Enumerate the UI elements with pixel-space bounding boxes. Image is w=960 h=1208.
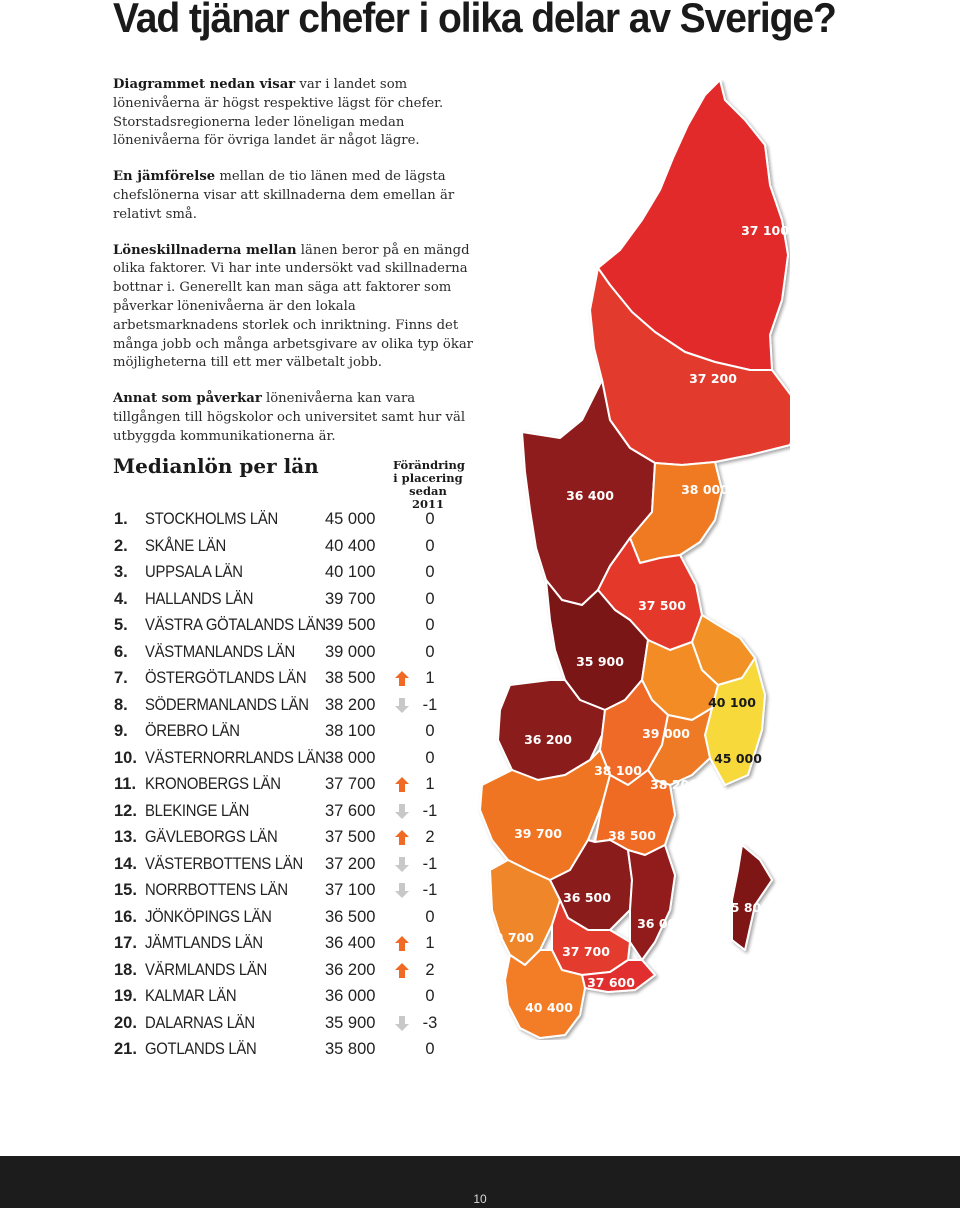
median-salary: 37 500 xyxy=(325,828,376,846)
county-name: ÖREBRO LÄN xyxy=(145,722,240,740)
arrow-up-icon xyxy=(395,830,409,845)
rank-number: 17. xyxy=(114,934,137,952)
placement-change: 0 xyxy=(425,589,435,608)
placement-change: 1 xyxy=(425,775,435,793)
arrow-up-icon xyxy=(395,671,409,686)
table-title: Medianlön per län xyxy=(113,454,319,478)
county-name: VÄRMLANDS LÄN xyxy=(145,960,267,979)
change-column-header xyxy=(393,459,463,511)
page-number: 10 xyxy=(473,1192,487,1206)
placement-change: -1 xyxy=(422,881,438,899)
rank-number: 9. xyxy=(114,722,128,740)
map-label-kalmar: 36 000 xyxy=(637,916,685,931)
county-name: VÄSTERNORRLANDS LÄN xyxy=(145,748,326,767)
map-label-vasterbotten: 37 200 xyxy=(689,371,737,386)
table-row xyxy=(114,1010,454,1037)
county-name: JÄMTLANDS LÄN xyxy=(145,934,263,952)
map-label-orebro: 38 100 xyxy=(594,763,642,778)
map-label-varmland: 36 200 xyxy=(524,732,572,747)
median-salary: 37 100 xyxy=(325,881,376,899)
placement-change: 0 xyxy=(425,987,435,1005)
table-row xyxy=(114,1036,454,1063)
table-row xyxy=(114,559,454,586)
county-name: HALLANDS LÄN xyxy=(145,589,254,608)
map-label-vasternorrland: 38 000 xyxy=(681,482,729,497)
rank-number: 14. xyxy=(114,854,137,873)
sweden-map xyxy=(470,80,790,1040)
placement-change: -3 xyxy=(422,1013,438,1032)
paragraph-lead: En jämförelse xyxy=(113,169,216,185)
change-header-line: i placering xyxy=(393,471,463,485)
county-name: VÄSTERBOTTENS LÄN xyxy=(145,854,303,873)
map-label-stockholm: 45 000 xyxy=(714,751,762,766)
map-region-kalmar xyxy=(628,845,675,960)
median-salary: 40 400 xyxy=(325,536,376,555)
median-salary: 45 000 xyxy=(325,510,376,528)
median-salary: 40 100 xyxy=(325,563,376,581)
table-row xyxy=(114,506,454,533)
county-name: VÄSTMANLANDS LÄN xyxy=(145,642,296,661)
map-label-blekinge: 37 600 xyxy=(587,975,635,990)
paragraph-2 xyxy=(113,168,475,224)
ranking-table xyxy=(114,506,454,1063)
paragraph-body: mellan de tio länen med de lägsta chefslönerna visar att skillnaderna dem emellan är relativt små. xyxy=(113,169,455,222)
rank-number: 5. xyxy=(114,616,128,634)
rank-number: 21. xyxy=(114,1040,137,1058)
placement-change: 0 xyxy=(425,642,435,661)
rank-number: 6. xyxy=(114,642,128,661)
median-salary: 37 600 xyxy=(325,801,376,820)
rank-number: 12. xyxy=(114,801,137,820)
paragraph-body: var i landet som lönenivåerna är högst respektive lägst för chefer. Storstadsregionerna leder löneligan medan lönenivåerna för övriga landet är något lägre. xyxy=(113,77,444,149)
median-salary: 38 200 xyxy=(325,695,376,714)
median-salary: 38 500 xyxy=(325,669,376,687)
table-row xyxy=(114,983,454,1010)
placement-change: 2 xyxy=(425,828,435,846)
map-label-sodermanland: 38 200 xyxy=(650,777,698,792)
median-salary: 37 700 xyxy=(325,775,376,793)
table-row xyxy=(114,718,454,745)
median-salary: 39 000 xyxy=(325,642,376,661)
paragraph-4 xyxy=(113,390,475,446)
page-title: Vad tjänar chefer i olika delar av Sverige? xyxy=(113,0,836,41)
rank-number: 2. xyxy=(114,536,128,555)
paragraph-body: lönenivåerna kan vara tillgången till högskolor och universitet samt hur väl utbyggda kommunikationerna är. xyxy=(113,391,466,444)
rank-number: 8. xyxy=(114,695,128,714)
map-label-gotland: 35 800 xyxy=(722,900,770,915)
median-salary: 39 500 xyxy=(325,616,376,634)
change-header-line: sedan 2011 xyxy=(409,484,447,511)
arrow-up-icon xyxy=(395,777,409,792)
placement-change: 0 xyxy=(425,748,435,767)
rank-number: 11. xyxy=(114,775,137,793)
rank-number: 16. xyxy=(114,907,137,926)
county-name: NORRBOTTENS LÄN xyxy=(145,881,288,899)
placement-change: 0 xyxy=(425,536,435,555)
county-name: SÖDERMANLANDS LÄN xyxy=(145,695,309,714)
arrow-up-icon xyxy=(395,963,409,978)
rank-number: 4. xyxy=(114,589,128,608)
county-name: BLEKINGE LÄN xyxy=(145,801,250,820)
table-row xyxy=(114,771,454,798)
rank-number: 19. xyxy=(114,987,137,1005)
placement-change: 0 xyxy=(425,563,435,581)
change-header-line: Förändring xyxy=(393,458,465,472)
arrow-down-icon xyxy=(395,857,409,872)
rank-number: 20. xyxy=(114,1013,137,1032)
map-label-vastmanland: 39 000 xyxy=(642,726,690,741)
placement-change: 0 xyxy=(425,722,435,740)
arrow-down-icon xyxy=(395,804,409,819)
median-salary: 36 400 xyxy=(325,934,376,952)
table-row xyxy=(114,586,454,613)
map-label-norrbotten: 37 100 xyxy=(741,223,789,238)
placement-change: 0 xyxy=(425,1040,435,1058)
median-salary: 36 000 xyxy=(325,987,376,1005)
table-row xyxy=(114,533,454,560)
paragraph-body: länen beror på en mängd olika faktorer. Vi har inte undersökt vad skillnaderna bottnar i. Generellt kan man säga att faktorer som påverkar lönenivåerna är den lokala arbetsmarknadens storlek och inriktning. Finns det många jobb och många arbetsgivare av olika typ ökar möjligheterna till ett mer välbetalt jobb. xyxy=(113,242,473,371)
map-label-dalarna: 35 900 xyxy=(576,654,624,669)
table-row xyxy=(114,957,454,984)
placement-change: -1 xyxy=(422,801,438,820)
table-row xyxy=(114,851,454,878)
median-salary: 35 800 xyxy=(325,1040,376,1058)
median-salary: 39 700 xyxy=(325,589,376,608)
table-row xyxy=(114,798,454,825)
paragraph-lead: Diagrammet nedan visar xyxy=(113,77,296,92)
map-label-vastra-gotaland: 39 700 xyxy=(514,826,562,841)
table-row xyxy=(114,692,454,719)
placement-change: -1 xyxy=(422,695,438,714)
map-label-gavleborg: 37 500 xyxy=(638,598,686,613)
paragraph-3 xyxy=(113,242,475,374)
placement-change: 1 xyxy=(425,934,435,952)
map-label-halland: 39 700 xyxy=(486,930,534,945)
rank-number: 10. xyxy=(114,748,137,767)
map-label-ostergotland: 38 500 xyxy=(608,828,656,843)
paragraph-1 xyxy=(113,76,475,151)
arrow-down-icon xyxy=(395,883,409,898)
placement-change: 1 xyxy=(425,669,435,687)
table-row xyxy=(114,745,454,772)
placement-change: 0 xyxy=(425,510,435,528)
placement-change: 2 xyxy=(425,960,435,979)
rank-number: 18. xyxy=(114,960,137,979)
county-name: DALARNAS LÄN xyxy=(145,1013,255,1032)
intro-text xyxy=(113,76,475,464)
county-name: GOTLANDS LÄN xyxy=(145,1040,257,1058)
arrow-up-icon xyxy=(395,936,409,951)
map-label-jonkoping: 36 500 xyxy=(563,890,611,905)
table-row xyxy=(114,877,454,904)
footer-bar xyxy=(0,1156,960,1208)
table-row xyxy=(114,639,454,666)
county-name: GÄVLEBORGS LÄN xyxy=(145,828,278,846)
arrow-down-icon xyxy=(395,1016,409,1031)
rank-number: 3. xyxy=(114,563,128,581)
arrow-down-icon xyxy=(395,698,409,713)
table-row xyxy=(114,904,454,931)
map-label-jamtland: 36 400 xyxy=(566,488,614,503)
median-salary: 38 000 xyxy=(325,748,376,767)
rank-number: 15. xyxy=(114,881,137,899)
paragraph-lead: Annat som påverkar xyxy=(113,391,262,407)
county-name: STOCKHOLMS LÄN xyxy=(145,510,278,528)
county-name: SKÅNE LÄN xyxy=(145,536,226,555)
placement-change: 0 xyxy=(425,907,435,926)
county-name: KRONOBERGS LÄN xyxy=(145,775,281,793)
placement-change: 0 xyxy=(425,616,435,634)
map-label-uppsala: 40 100 xyxy=(708,695,756,710)
median-salary: 38 100 xyxy=(325,722,376,740)
paragraph-lead: Löneskillnaderna mellan xyxy=(113,242,297,258)
table-row xyxy=(114,930,454,957)
map-label-skane: 40 400 xyxy=(525,1000,573,1015)
table-row xyxy=(114,824,454,851)
county-name: ÖSTERGÖTLANDS LÄN xyxy=(145,669,307,687)
median-salary: 36 200 xyxy=(325,960,376,979)
table-row xyxy=(114,612,454,639)
median-salary: 35 900 xyxy=(325,1013,376,1032)
county-name: UPPSALA LÄN xyxy=(145,563,243,581)
rank-number: 1. xyxy=(114,510,128,528)
county-name: KALMAR LÄN xyxy=(145,987,237,1005)
county-name: JÖNKÖPINGS LÄN xyxy=(145,907,272,926)
median-salary: 36 500 xyxy=(325,907,376,926)
map-region-gotland xyxy=(732,845,772,950)
rank-number: 13. xyxy=(114,828,137,846)
median-salary: 37 200 xyxy=(325,854,376,873)
rank-number: 7. xyxy=(114,669,128,687)
placement-change: -1 xyxy=(422,854,438,873)
map-label-kronoberg: 37 700 xyxy=(562,944,610,959)
table-row xyxy=(114,665,454,692)
county-name: VÄSTRA GÖTALANDS LÄN xyxy=(145,616,326,634)
